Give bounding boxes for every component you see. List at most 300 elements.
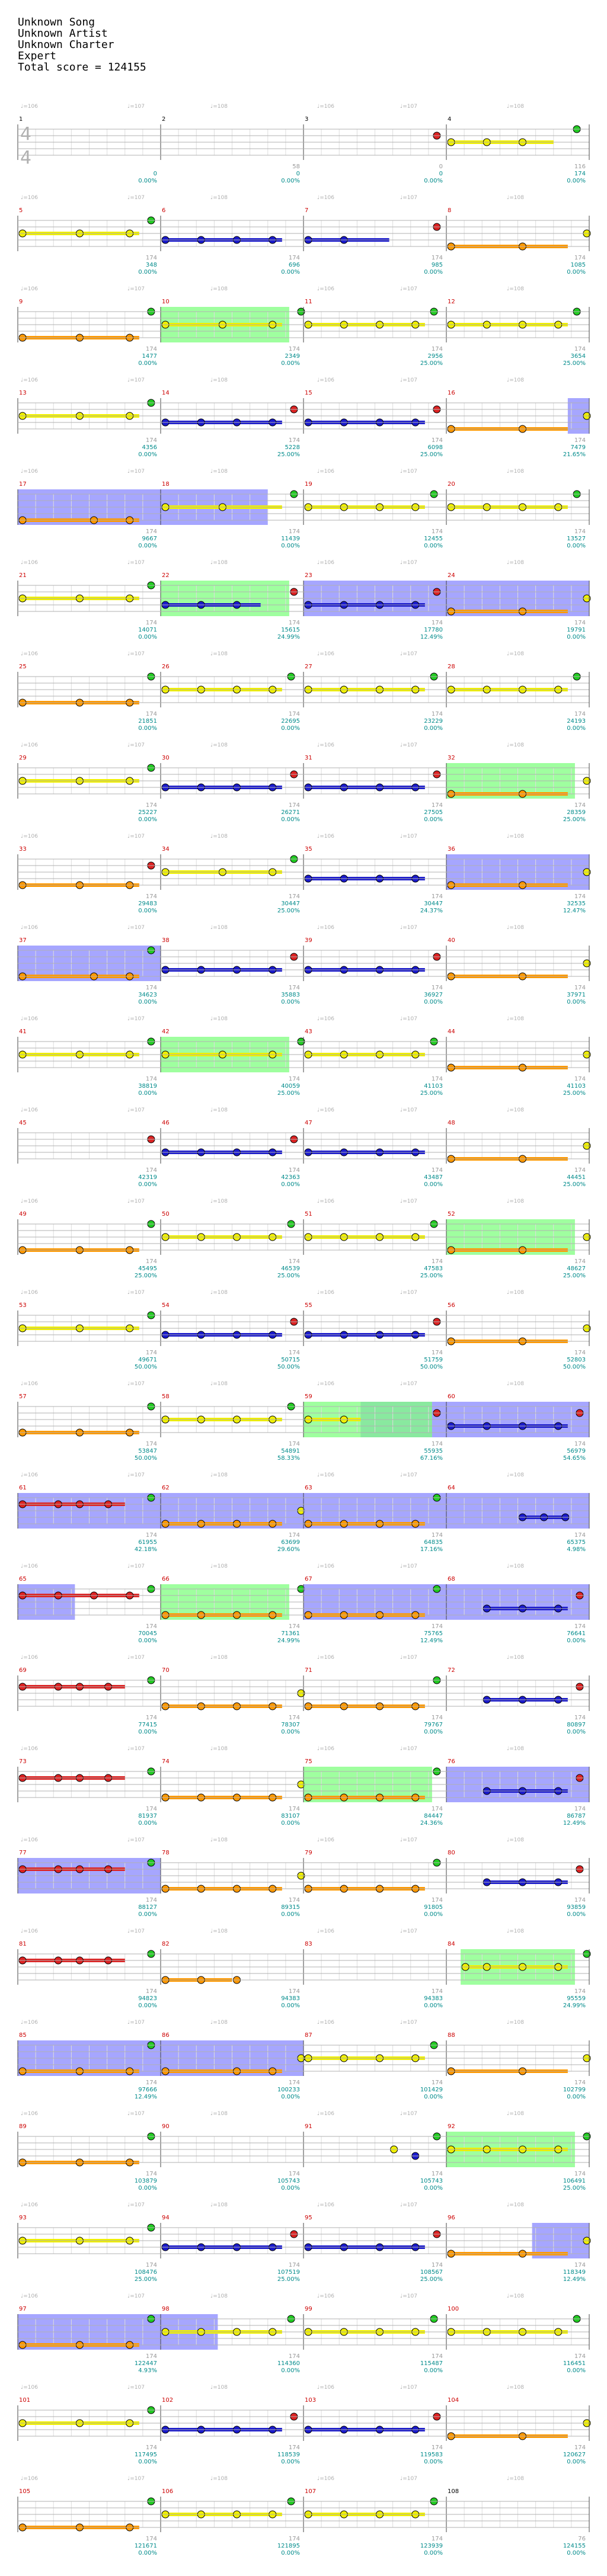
measure-sum: 174 bbox=[431, 1441, 443, 1447]
measure-number: 45 bbox=[19, 1120, 27, 1126]
measure-percent: 0.00% bbox=[567, 2367, 586, 2374]
measure bbox=[18, 2032, 161, 2100]
bpm-marker: ♩=106 bbox=[21, 560, 38, 566]
measure bbox=[304, 2397, 443, 2465]
measure-sum: 174 bbox=[574, 1806, 586, 1812]
measure-number: 51 bbox=[305, 1211, 312, 1217]
bpm-marker: ♩=107 bbox=[127, 1563, 145, 1569]
measure-score: 1085 bbox=[570, 262, 586, 268]
measure-percent: 0.00% bbox=[281, 999, 300, 1005]
measure bbox=[161, 1120, 300, 1188]
measure-sum: 174 bbox=[145, 1441, 157, 1447]
bpm-marker: ♩=106 bbox=[21, 1472, 38, 1478]
measure-sum: 174 bbox=[288, 2536, 300, 2542]
measure-number: 6 bbox=[162, 207, 166, 214]
measure-sum: 174 bbox=[145, 255, 157, 261]
measure bbox=[161, 2032, 305, 2100]
measure-percent: 24.37% bbox=[420, 908, 443, 914]
measure-percent: 0.00% bbox=[281, 816, 300, 823]
measure-number: 17 bbox=[19, 481, 27, 488]
bpm-marker: ♩=107 bbox=[127, 834, 145, 840]
measure-percent: 0.00% bbox=[567, 634, 586, 640]
measure bbox=[446, 1485, 589, 1553]
measure-score: 117495 bbox=[134, 2452, 157, 2458]
measure-sum: 174 bbox=[431, 1532, 443, 1539]
measure-sum: 174 bbox=[145, 711, 157, 717]
measure-number: 52 bbox=[448, 1211, 455, 1217]
measure-percent: 0.00% bbox=[567, 1911, 586, 1918]
measure-percent: 24.99% bbox=[277, 634, 300, 640]
measure-number: 8 bbox=[448, 207, 452, 214]
measure-percent: 0.00% bbox=[424, 543, 443, 549]
bpm-marker: ♩=108 bbox=[507, 2293, 524, 2299]
measure-sum: 174 bbox=[574, 711, 586, 717]
song-title: Unknown Song bbox=[18, 16, 95, 28]
measure-sum: 174 bbox=[288, 985, 300, 991]
measure-number: 83 bbox=[305, 1941, 312, 1947]
measure bbox=[18, 1941, 157, 2009]
measure-percent: 0.00% bbox=[281, 725, 300, 732]
bpm-marker: ♩=106 bbox=[317, 742, 334, 748]
measure-sum: 174 bbox=[574, 528, 586, 535]
measure-sum: 174 bbox=[145, 528, 157, 535]
measure-percent: 12.47% bbox=[563, 908, 586, 914]
measure bbox=[18, 664, 157, 732]
measure-percent: 0.00% bbox=[138, 1820, 157, 1827]
measure-number: 103 bbox=[305, 2397, 317, 2404]
measure-sum: 174 bbox=[288, 1167, 300, 1174]
measure bbox=[304, 2215, 443, 2283]
bpm-marker: ♩=108 bbox=[507, 1199, 524, 1204]
measure-sum: 174 bbox=[431, 2080, 443, 2086]
measure-row bbox=[18, 195, 590, 275]
measure-score: 124155 bbox=[563, 2543, 586, 2549]
bpm-marker: ♩=106 bbox=[317, 560, 334, 566]
bpm-marker: ♩=108 bbox=[507, 560, 524, 566]
bpm-marker: ♩=106 bbox=[21, 1107, 38, 1113]
measure-number: 94 bbox=[162, 2215, 170, 2221]
measure-sum: 174 bbox=[574, 2262, 586, 2269]
measure-percent: 17.16% bbox=[420, 1546, 443, 1553]
measure-score: 93859 bbox=[567, 1904, 586, 1911]
measure bbox=[304, 1393, 446, 1462]
bpm-marker: ♩=108 bbox=[507, 1472, 524, 1478]
bpm-marker: ♩=106 bbox=[21, 2202, 38, 2208]
measure-score: 94823 bbox=[138, 1995, 157, 2002]
measure-sum: 174 bbox=[574, 620, 586, 626]
measure-score: 48627 bbox=[567, 1265, 586, 1272]
measure-number: 70 bbox=[162, 1667, 170, 1674]
bpm-marker: ♩=108 bbox=[507, 2476, 524, 2482]
bpm-marker: ♩=106 bbox=[317, 1928, 334, 1934]
measure-score: 65375 bbox=[567, 1539, 586, 1546]
bpm-marker: ♩=107 bbox=[400, 195, 417, 201]
measure-sum: 174 bbox=[145, 437, 157, 444]
bpm-marker: ♩=107 bbox=[127, 377, 145, 383]
measure bbox=[18, 1576, 157, 1644]
measure bbox=[18, 299, 157, 367]
measure-score: 46539 bbox=[281, 1265, 300, 1272]
measure-sum: 174 bbox=[574, 985, 586, 991]
bpm-marker: ♩=108 bbox=[507, 1563, 524, 1569]
measure bbox=[446, 1029, 590, 1097]
measure-sum: 174 bbox=[431, 1167, 443, 1174]
bpm-marker: ♩=106 bbox=[21, 1016, 38, 1022]
measure-percent: 0.00% bbox=[567, 1729, 586, 1735]
bpm-marker: ♩=107 bbox=[127, 1199, 145, 1204]
measure-score: 0 bbox=[153, 171, 157, 177]
bpm-marker: ♩=107 bbox=[127, 469, 145, 475]
measure-score: 14071 bbox=[138, 627, 157, 633]
measure-number: 66 bbox=[162, 1576, 170, 1582]
measure-score: 53847 bbox=[138, 1448, 157, 1454]
measure-number: 85 bbox=[19, 2032, 27, 2039]
measure-number: 40 bbox=[448, 937, 455, 944]
measure-row bbox=[18, 1381, 589, 1462]
measure-sum: 174 bbox=[288, 2262, 300, 2269]
measure-percent: 0.00% bbox=[424, 1181, 443, 1188]
measure-percent: 0.00% bbox=[424, 269, 443, 275]
bpm-marker: ♩=106 bbox=[317, 2385, 334, 2391]
bpm-marker: ♩=106 bbox=[317, 1472, 334, 1478]
bpm-marker: ♩=107 bbox=[400, 2111, 417, 2117]
bpm-marker: ♩=106 bbox=[21, 104, 38, 110]
bpm-marker: ♩=107 bbox=[127, 1837, 145, 1843]
measure-number: 41 bbox=[19, 1029, 27, 1035]
measure-sum: 174 bbox=[431, 1715, 443, 1721]
measure-score: 41103 bbox=[567, 1083, 586, 1090]
bpm-marker: ♩=108 bbox=[210, 2293, 228, 2299]
bpm-marker: ♩=108 bbox=[210, 1472, 228, 1478]
bpm-marker: ♩=106 bbox=[21, 377, 38, 383]
measure-percent: 0.00% bbox=[138, 634, 157, 640]
measure-percent: 0.00% bbox=[567, 2094, 586, 2100]
measure-percent: 50.00% bbox=[420, 1364, 443, 1370]
measure-percent: 0.00% bbox=[281, 2185, 300, 2191]
measure bbox=[161, 937, 300, 1005]
measure-percent: 0.00% bbox=[138, 451, 157, 458]
measure-sum: 174 bbox=[431, 893, 443, 900]
measure-score: 11439 bbox=[281, 536, 300, 542]
bpm-marker: ♩=106 bbox=[317, 1655, 334, 1661]
measure-percent: 0.00% bbox=[424, 2367, 443, 2374]
measure-percent: 0.00% bbox=[138, 1638, 157, 1644]
bpm-marker: ♩=107 bbox=[400, 469, 417, 475]
bpm-marker: ♩=108 bbox=[210, 834, 228, 840]
measure-score: 105743 bbox=[277, 2178, 300, 2184]
measure-percent: 0.00% bbox=[281, 2367, 300, 2374]
measure bbox=[161, 1393, 300, 1462]
measure-score: 97666 bbox=[138, 2087, 157, 2093]
measure bbox=[446, 481, 586, 549]
bpm-marker: ♩=108 bbox=[210, 2202, 228, 2208]
bpm-marker: ♩=108 bbox=[507, 834, 524, 840]
measure-number: 104 bbox=[448, 2397, 459, 2404]
measure-score: 63699 bbox=[281, 1539, 300, 1546]
bpm-marker: ♩=108 bbox=[507, 1016, 524, 1022]
measure-percent: 0.00% bbox=[138, 999, 157, 1005]
bpm-marker: ♩=107 bbox=[400, 1472, 417, 1478]
measure-score: 34623 bbox=[138, 992, 157, 998]
measure-percent: 0.00% bbox=[281, 2003, 300, 2009]
measure bbox=[446, 1576, 589, 1644]
measure-row bbox=[18, 2476, 589, 2556]
measure-score: 77415 bbox=[138, 1722, 157, 1728]
measure-sum: 174 bbox=[431, 2262, 443, 2269]
measure-score: 30447 bbox=[281, 901, 300, 907]
measure-score: 80897 bbox=[567, 1722, 586, 1728]
measure-sum: 174 bbox=[288, 1350, 300, 1356]
measure-percent: 0.00% bbox=[567, 2550, 586, 2556]
bpm-marker: ♩=108 bbox=[210, 1837, 228, 1843]
measure bbox=[304, 664, 443, 732]
measure bbox=[304, 1211, 443, 1279]
measure bbox=[161, 207, 300, 275]
measure bbox=[161, 2397, 300, 2465]
measure bbox=[161, 1850, 305, 1918]
measure-sum: 174 bbox=[288, 893, 300, 900]
measure-percent: 0.00% bbox=[424, 816, 443, 823]
measure-sum: 174 bbox=[431, 2171, 443, 2177]
measure bbox=[304, 1485, 446, 1553]
measure bbox=[161, 1029, 305, 1097]
measure-percent: 0.00% bbox=[138, 816, 157, 823]
measure-sum: 174 bbox=[288, 1806, 300, 1812]
measure-number: 23 bbox=[305, 572, 312, 579]
measure bbox=[161, 1302, 300, 1370]
measure-number: 9 bbox=[19, 299, 23, 305]
bpm-marker: ♩=107 bbox=[127, 1746, 145, 1752]
measure-row bbox=[18, 742, 590, 823]
bpm-marker: ♩=108 bbox=[210, 742, 228, 748]
measure-percent: 0.00% bbox=[138, 178, 157, 184]
measure-score: 54891 bbox=[281, 1448, 300, 1454]
measure-number: 13 bbox=[19, 390, 27, 396]
measure-score: 79767 bbox=[424, 1722, 443, 1728]
time-signature-top: 4 bbox=[20, 124, 32, 145]
measure-sum: 174 bbox=[574, 1715, 586, 1721]
measure-sum: 174 bbox=[288, 802, 300, 809]
measure-row bbox=[18, 1928, 590, 2009]
measure-number: 90 bbox=[162, 2123, 170, 2130]
measure-percent: 0.00% bbox=[281, 269, 300, 275]
measure-score: 32535 bbox=[567, 901, 586, 907]
bpm-marker: ♩=107 bbox=[400, 2385, 417, 2391]
measure-percent: 12.49% bbox=[563, 2276, 586, 2283]
measure bbox=[304, 1029, 443, 1097]
bpm-marker: ♩=108 bbox=[507, 1837, 524, 1843]
bpm-marker: ♩=107 bbox=[400, 1563, 417, 1569]
measure-score: 120627 bbox=[563, 2452, 586, 2458]
measure-sum: 174 bbox=[145, 2080, 157, 2086]
bpm-marker: ♩=106 bbox=[21, 651, 38, 657]
measure bbox=[18, 1485, 161, 1553]
measure-score: 91805 bbox=[424, 1904, 443, 1911]
measure bbox=[304, 2306, 443, 2374]
measure-percent: 25.00% bbox=[277, 1273, 300, 1279]
measure-number: 43 bbox=[305, 1029, 312, 1035]
measure-sum: 174 bbox=[288, 1258, 300, 1265]
measure bbox=[161, 1941, 300, 2009]
measure-percent: 0.00% bbox=[281, 1181, 300, 1188]
measure-number: 7 bbox=[305, 207, 309, 214]
measure-score: 83107 bbox=[281, 1813, 300, 1819]
measure-percent: 24.99% bbox=[563, 2003, 586, 2009]
bpm-marker: ♩=107 bbox=[127, 1016, 145, 1022]
bpm-marker: ♩=108 bbox=[210, 1655, 228, 1661]
time-signature-bottom: 4 bbox=[20, 148, 32, 168]
measure-score: 114360 bbox=[277, 2360, 300, 2367]
bpm-marker: ♩=106 bbox=[317, 1837, 334, 1843]
measure-sum: 174 bbox=[431, 255, 443, 261]
measure bbox=[161, 2306, 300, 2374]
measure bbox=[304, 2123, 443, 2191]
measure-score: 108567 bbox=[420, 2269, 443, 2276]
measure-sum: 174 bbox=[145, 1806, 157, 1812]
measure-percent: 25.00% bbox=[563, 360, 586, 367]
measure-score: 44451 bbox=[567, 1174, 586, 1181]
measure bbox=[18, 2488, 157, 2556]
measure-number: 71 bbox=[305, 1667, 312, 1674]
bpm-marker: ♩=108 bbox=[210, 1290, 228, 1296]
measure-score: 108476 bbox=[134, 2269, 157, 2276]
measure-sum: 174 bbox=[288, 1715, 300, 1721]
bpm-marker: ♩=107 bbox=[400, 2202, 417, 2208]
measure-sum: 174 bbox=[574, 802, 586, 809]
bpm-marker: ♩=107 bbox=[400, 1928, 417, 1934]
measure-score: 61955 bbox=[138, 1539, 157, 1546]
measure-score: 70045 bbox=[138, 1630, 157, 1637]
measure-sum: 174 bbox=[574, 2171, 586, 2177]
measure-percent: 25.00% bbox=[277, 1090, 300, 1097]
measure-sum: 174 bbox=[574, 1532, 586, 1539]
measure-percent: 0.00% bbox=[281, 1820, 300, 1827]
measure-score: 27505 bbox=[424, 809, 443, 816]
measure-sum: 174 bbox=[574, 1988, 586, 1995]
measure-number: 80 bbox=[448, 1850, 455, 1856]
measure-percent: 50.00% bbox=[563, 1364, 586, 1370]
measure-percent: 0.00% bbox=[567, 2459, 586, 2465]
measure bbox=[161, 1576, 305, 1644]
bpm-marker: ♩=106 bbox=[21, 1928, 38, 1934]
bpm-marker: ♩=106 bbox=[317, 925, 334, 931]
bpm-marker: ♩=107 bbox=[127, 2202, 145, 2208]
bpm-marker: ♩=106 bbox=[21, 1381, 38, 1387]
measure bbox=[161, 755, 300, 823]
measure-score: 94383 bbox=[281, 1995, 300, 2002]
total-score: Total score = 124155 bbox=[18, 61, 146, 73]
measure-score: 94383 bbox=[424, 1995, 443, 2002]
bpm-marker: ♩=107 bbox=[127, 2385, 145, 2391]
measure-score: 24193 bbox=[567, 718, 586, 725]
bpm-marker: ♩=107 bbox=[400, 925, 417, 931]
measure-percent: 25.00% bbox=[134, 1273, 157, 1279]
measure bbox=[446, 2488, 586, 2556]
measure-sum: 174 bbox=[145, 1350, 157, 1356]
measure-sum: 174 bbox=[431, 1076, 443, 1082]
measure-score: 121671 bbox=[134, 2543, 157, 2549]
measure-sum: 174 bbox=[574, 346, 586, 353]
measure-number: 20 bbox=[448, 481, 455, 488]
measure-number: 47 bbox=[305, 1120, 312, 1126]
measure-percent: 0.00% bbox=[567, 269, 586, 275]
measure-score: 41103 bbox=[424, 1083, 443, 1090]
measure-score: 35883 bbox=[281, 992, 300, 998]
measure-number: 34 bbox=[162, 846, 170, 853]
measure-row bbox=[18, 834, 590, 914]
bpm-marker: ♩=108 bbox=[210, 1928, 228, 1934]
measure-number: 63 bbox=[305, 1485, 312, 1491]
measure-score: 88127 bbox=[138, 1904, 157, 1911]
measure-sum: 174 bbox=[431, 1988, 443, 1995]
bpm-marker: ♩=107 bbox=[400, 1199, 417, 1204]
measure-sum: 174 bbox=[574, 2353, 586, 2360]
measure-sum: 174 bbox=[574, 2444, 586, 2451]
measure-number: 31 bbox=[305, 755, 312, 761]
measure-number: 86 bbox=[162, 2032, 170, 2039]
bpm-marker: ♩=107 bbox=[400, 1655, 417, 1661]
measure-number: 76 bbox=[448, 1758, 455, 1765]
measure-score: 25227 bbox=[138, 809, 157, 816]
measure-percent: 25.00% bbox=[277, 908, 300, 914]
measure-number: 61 bbox=[19, 1485, 27, 1491]
measure-score: 56979 bbox=[567, 1448, 586, 1454]
measure-percent: 25.00% bbox=[277, 2276, 300, 2283]
measure-percent: 25.00% bbox=[420, 360, 443, 367]
measure-percent: 0.00% bbox=[138, 1181, 157, 1188]
bpm-marker: ♩=107 bbox=[400, 1381, 417, 1387]
measure-score: 38819 bbox=[138, 1083, 157, 1090]
bpm-marker: ♩=106 bbox=[21, 2111, 38, 2117]
measure-percent: 0.00% bbox=[424, 999, 443, 1005]
bpm-marker: ♩=107 bbox=[127, 651, 145, 657]
measure bbox=[446, 1850, 586, 1918]
bpm-marker: ♩=108 bbox=[210, 377, 228, 383]
measure bbox=[18, 572, 157, 640]
measure-percent: 24.99% bbox=[277, 1638, 300, 1644]
bpm-marker: ♩=106 bbox=[21, 1655, 38, 1661]
measure-number: 60 bbox=[448, 1393, 455, 1400]
bpm-marker: ♩=107 bbox=[127, 2293, 145, 2299]
bpm-marker: ♩=106 bbox=[317, 1107, 334, 1113]
measure-score: 84447 bbox=[424, 1813, 443, 1819]
measure-number: 28 bbox=[448, 664, 455, 670]
measure-score: 81937 bbox=[138, 1813, 157, 1819]
measure bbox=[18, 755, 157, 823]
measure bbox=[18, 2215, 157, 2283]
measure bbox=[304, 755, 443, 823]
measure-sum: 174 bbox=[288, 528, 300, 535]
bpm-marker: ♩=107 bbox=[400, 1746, 417, 1752]
measure-score: 78307 bbox=[281, 1722, 300, 1728]
measure bbox=[304, 1576, 446, 1644]
measure bbox=[446, 664, 586, 732]
measure-number: 53 bbox=[19, 1302, 27, 1309]
bpm-marker: ♩=107 bbox=[400, 1290, 417, 1296]
charter-name: Unknown Charter bbox=[18, 39, 114, 51]
measure-number: 78 bbox=[162, 1850, 170, 1856]
measure-score: 43487 bbox=[424, 1174, 443, 1181]
measure-number: 73 bbox=[19, 1758, 27, 1765]
measure-percent: 50.00% bbox=[277, 1364, 300, 1370]
measure-row bbox=[18, 2293, 589, 2374]
measure-row bbox=[18, 1107, 590, 1188]
measure-sum: 174 bbox=[431, 2536, 443, 2542]
measure-percent: 0.00% bbox=[281, 2094, 300, 2100]
bpm-marker: ♩=106 bbox=[21, 469, 38, 475]
measure-score: 121895 bbox=[277, 2543, 300, 2549]
measure bbox=[18, 207, 157, 275]
